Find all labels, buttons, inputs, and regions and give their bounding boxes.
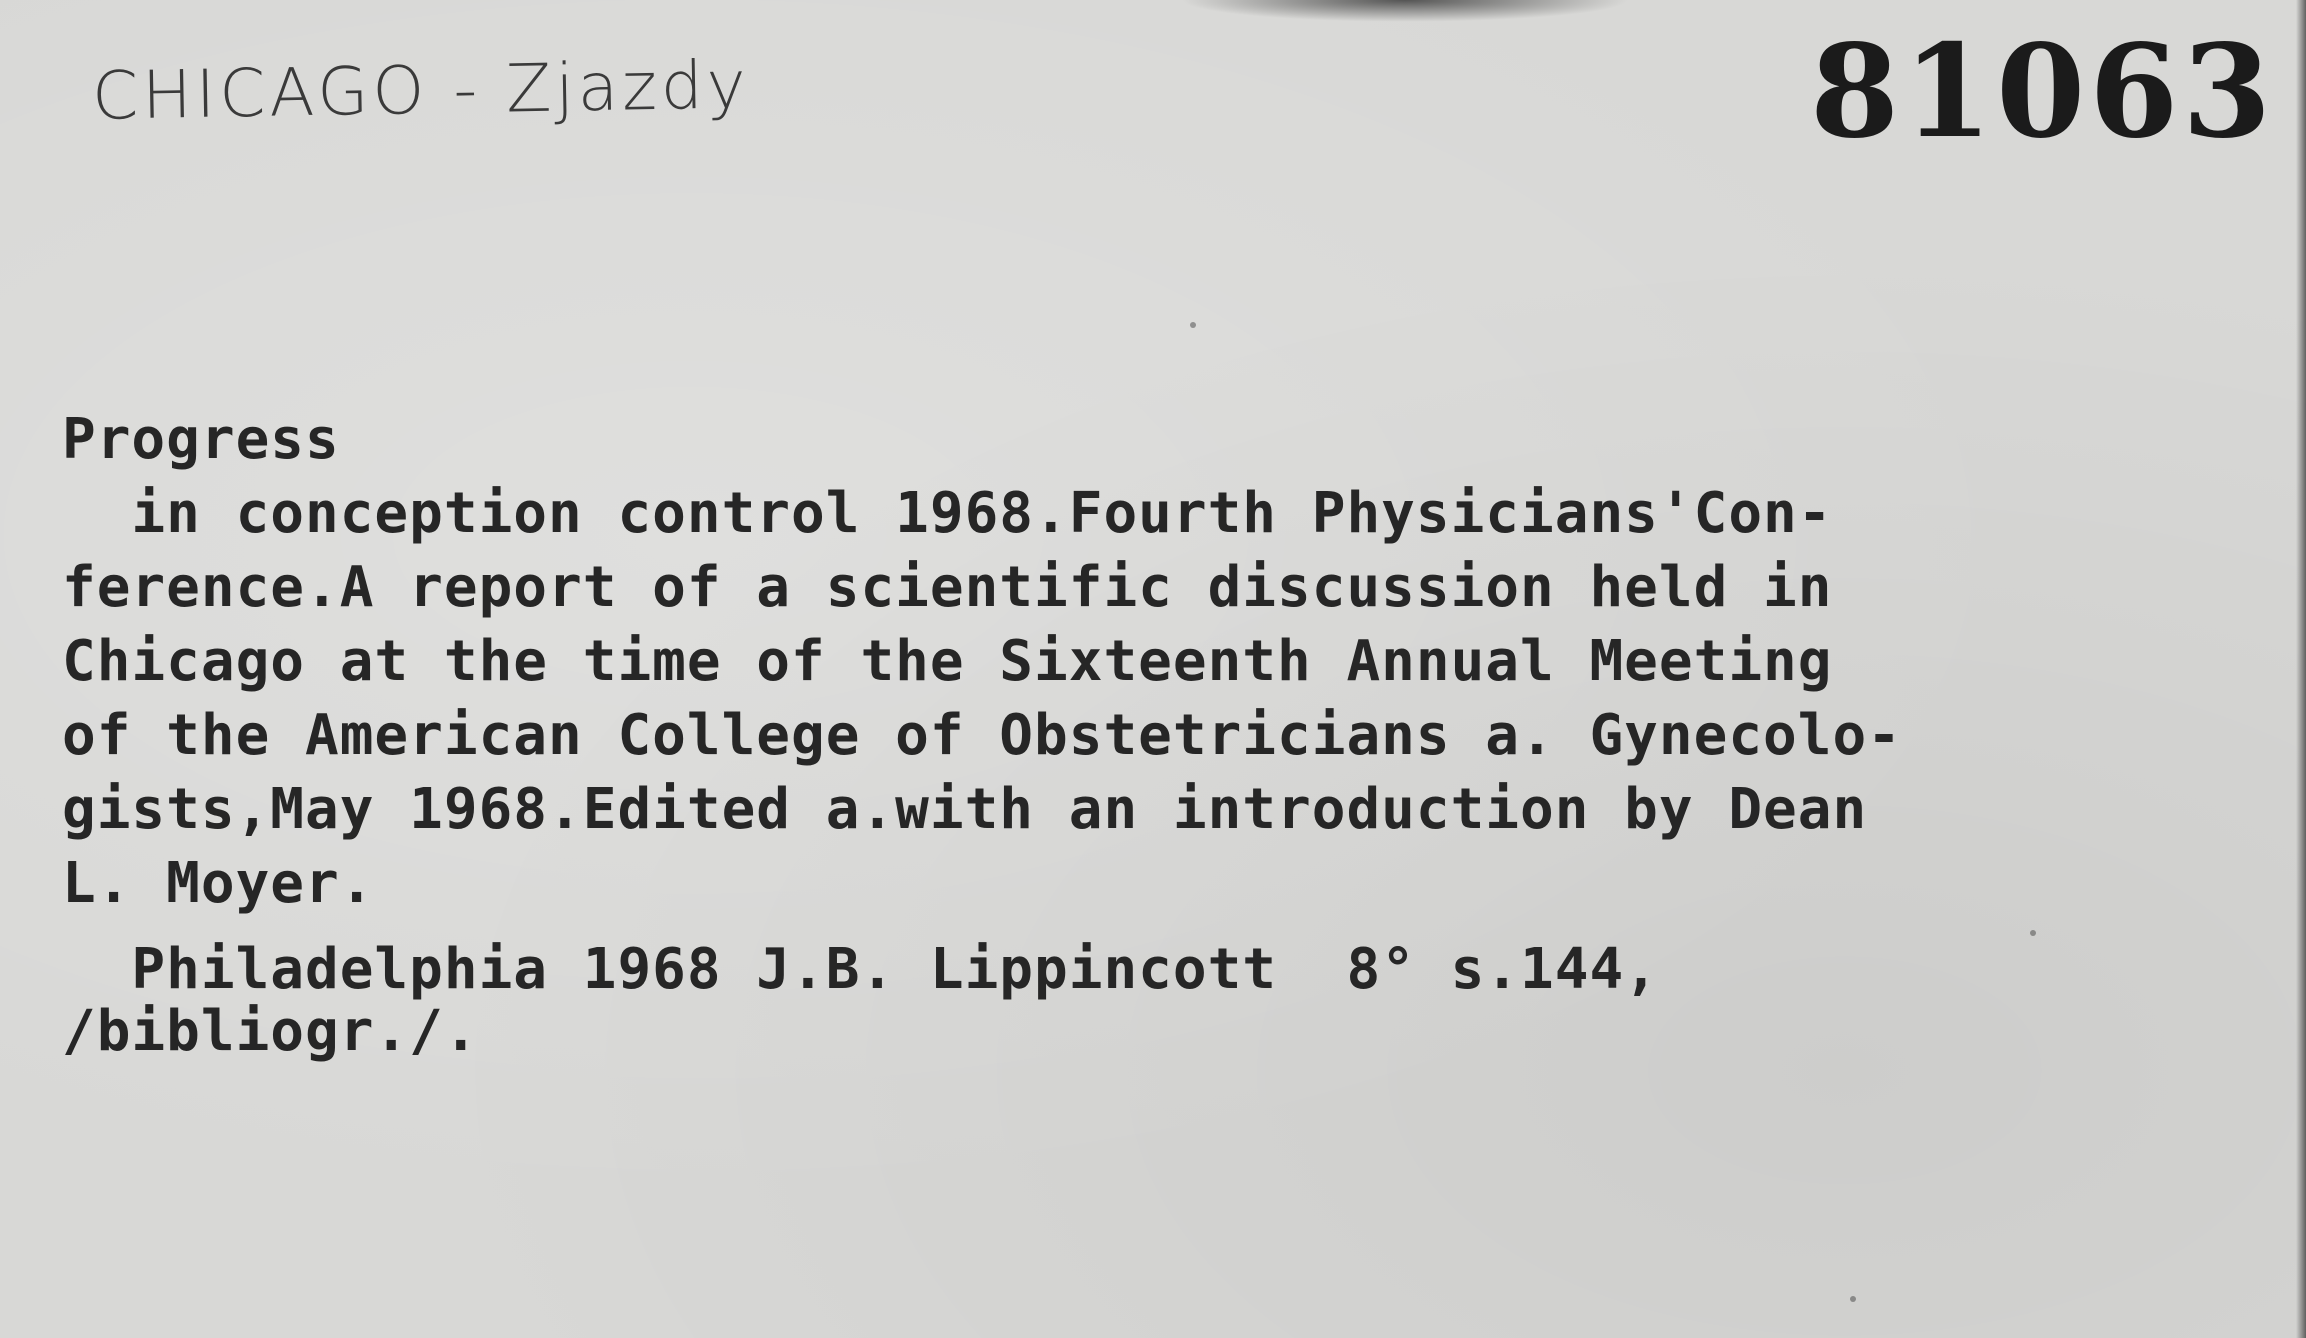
paper-speck bbox=[1190, 322, 1196, 328]
entry-line: L. Moyer. bbox=[62, 851, 375, 916]
entry-line: of the American College of Obstetricians a. Gynecolo- bbox=[62, 703, 1902, 768]
entry-line: Chicago at the time of the Sixteenth Annual Meeting bbox=[62, 629, 1833, 694]
bibliographic-entry bbox=[62, 400, 2262, 1072]
handwritten-heading: CHICAGO - Zjazdy bbox=[91, 46, 751, 135]
card-right-edge-shadow bbox=[2296, 0, 2306, 1338]
paper-speck bbox=[1850, 1296, 1856, 1302]
top-edge-smudge bbox=[1180, 0, 1630, 22]
entry-line: gists,May 1968.Edited a.with an introduction by Dean bbox=[62, 777, 1868, 842]
paper-speck bbox=[2030, 930, 2036, 936]
entry-line: /bibliogr./. bbox=[62, 999, 479, 1064]
entry-line: ference.A report of a scientific discussion held in bbox=[62, 555, 1833, 620]
entry-line-imprint: Philadelphia 1968 J.B. Lippincott 8° s.144, bbox=[62, 937, 1659, 1002]
entry-line: in conception control 1968.Fourth Physicians'Con- bbox=[62, 481, 1833, 546]
catalog-number-stamp: 81063 bbox=[1810, 17, 2276, 167]
entry-line-title: Progress bbox=[62, 407, 340, 472]
